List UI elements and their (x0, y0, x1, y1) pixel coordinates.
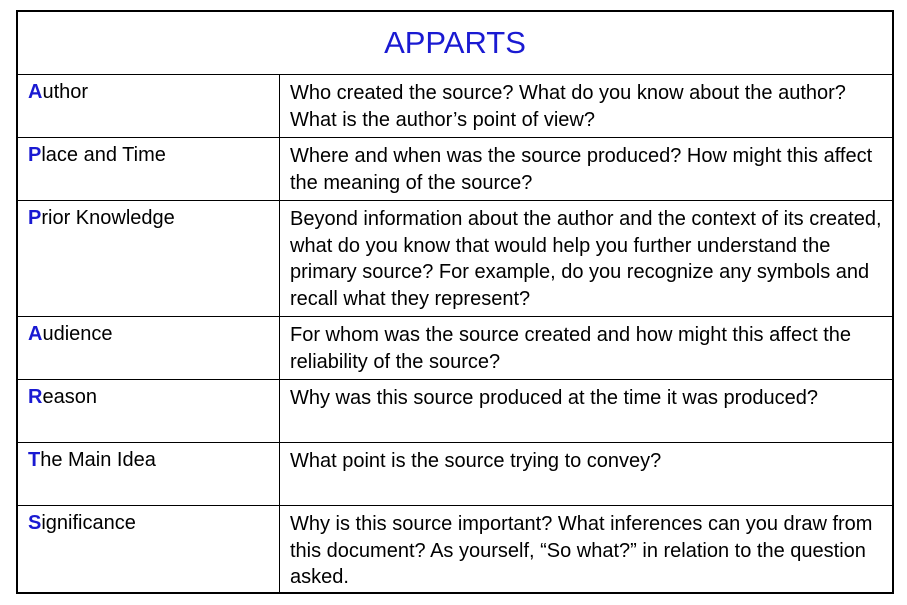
row-label-rest: eason (42, 386, 97, 408)
table-row (18, 201, 892, 317)
table-row (18, 506, 892, 592)
table-row (18, 75, 892, 138)
row-description: For whom was the source created and how might this affect the reliability of the source? (290, 324, 852, 373)
row-label-rest: he Main Idea (40, 449, 156, 471)
row-initial: A (28, 81, 43, 103)
row-label (18, 317, 280, 379)
row-description: Why is this source important? What inferences can you draw from this document? As yourself, “So what?” in relation to the question asked. (290, 513, 873, 588)
row-description: Where and when was the source produced? How might this affect the meaning of the source? (290, 145, 873, 194)
table-row (18, 380, 892, 443)
row-label-rest: ignificance (41, 512, 136, 534)
row-label (18, 506, 280, 592)
row-label (18, 75, 280, 137)
row-description: What point is the source trying to convey? (290, 450, 662, 472)
row-initial: S (28, 512, 42, 534)
row-initial: P (28, 207, 42, 229)
row-description: Beyond information about the author and the context of its created, what do you know that would help you further understand the primary source? For example, do you recognize any symbols and recall what they represent? (290, 208, 882, 310)
row-label (18, 201, 280, 316)
apparts-table (16, 10, 894, 594)
row-description: Who created the source? What do you know about the author? What is the author’s point of view? (290, 82, 846, 131)
row-label-rest: udience (42, 323, 113, 345)
row-initial: T (28, 449, 41, 471)
row-label (18, 443, 280, 505)
row-label (18, 380, 280, 442)
table-title: APPARTS (18, 12, 892, 75)
table-row (18, 138, 892, 201)
row-label-rest: rior Knowledge (41, 207, 175, 229)
row-initial: A (28, 323, 43, 345)
table-row (18, 443, 892, 506)
row-initial: R (28, 386, 43, 408)
row-initial: P (28, 144, 42, 166)
row-description: Why was this source produced at the time it was produced? (290, 387, 819, 409)
row-label-rest: uthor (42, 81, 89, 103)
row-label-rest: lace and Time (41, 144, 166, 166)
table-row (18, 317, 892, 380)
row-label (18, 138, 280, 200)
